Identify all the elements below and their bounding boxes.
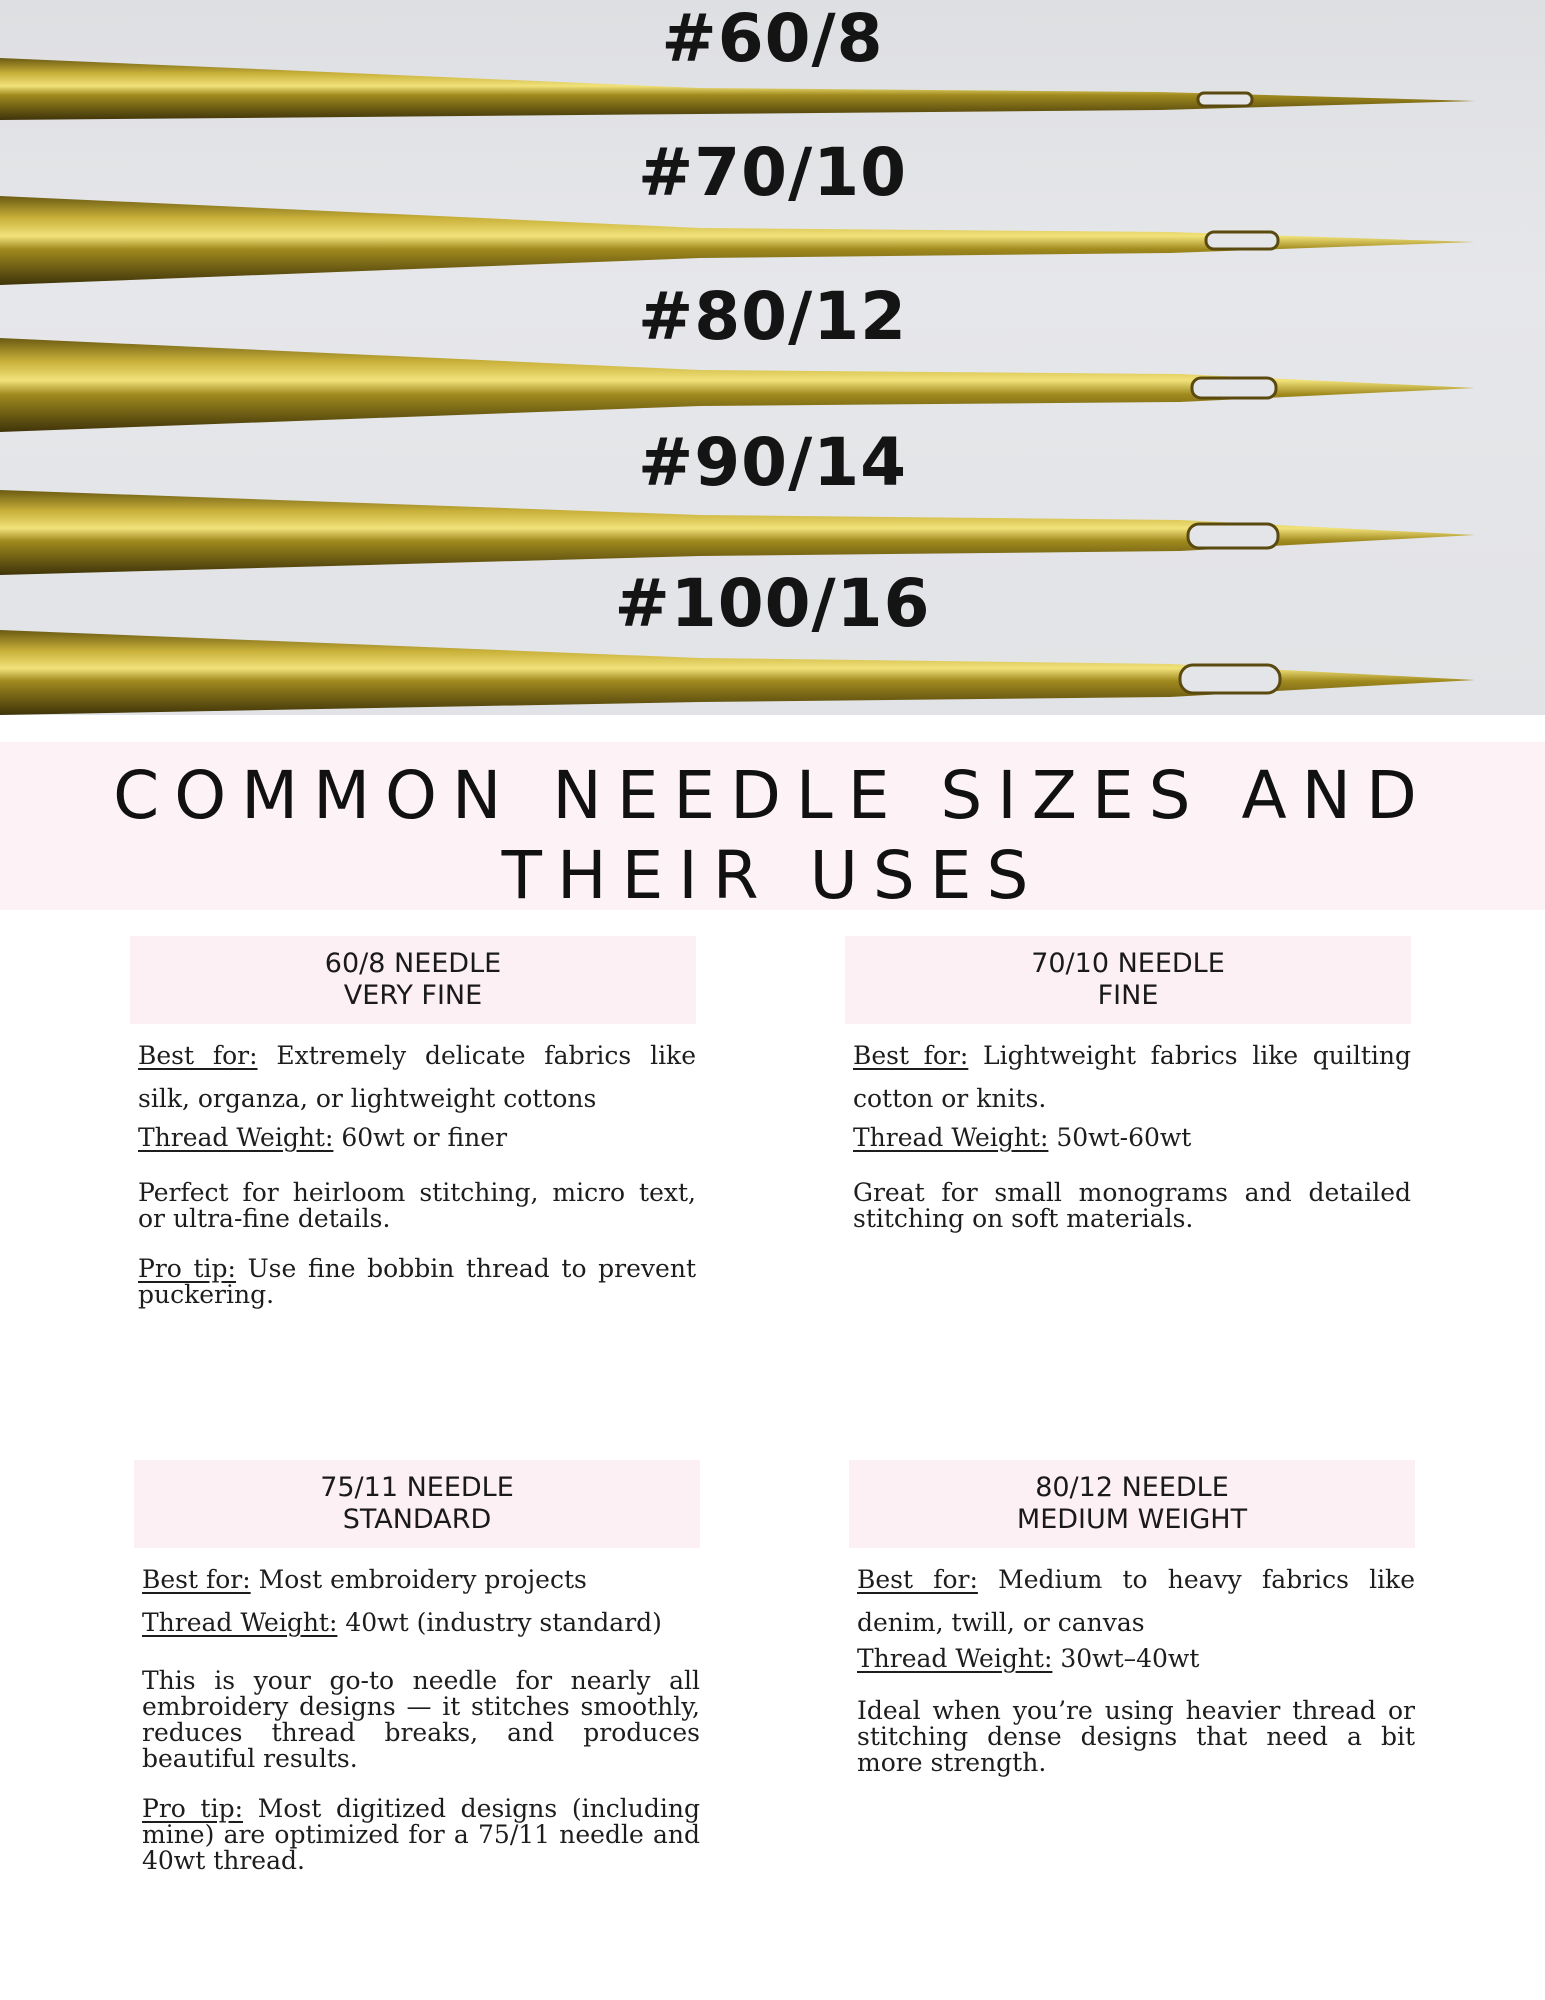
- needle-size-label: #90/14: [637, 424, 908, 501]
- card-grade: MEDIUM WEIGHT: [1016, 1504, 1248, 1535]
- thread-weight-text: 30wt–40wt: [1060, 1644, 1200, 1673]
- thread-weight-label: Thread Weight:: [853, 1123, 1049, 1152]
- card-grade: STANDARD: [342, 1504, 492, 1535]
- card-size: 75/11 NEEDLE: [320, 1472, 514, 1503]
- best-for: [857, 1558, 1415, 1644]
- thread-weight: [857, 1644, 1415, 1674]
- needle-size-label: #70/10: [637, 134, 908, 211]
- page-title: [0, 742, 1545, 916]
- best-for-label: Best for:: [138, 1041, 258, 1070]
- card-body: [845, 1024, 1411, 1232]
- needle-90-14: [0, 490, 1475, 575]
- thread-weight-text: 60wt or finer: [341, 1123, 508, 1152]
- best-for-text: Extremely delicate fabrics like silk, organza, or lightweight cottons: [138, 1041, 697, 1113]
- card-header: [130, 936, 696, 1024]
- card-size: 60/8 NEEDLE: [324, 948, 502, 979]
- card-body: [130, 1024, 696, 1308]
- thread-weight-label: Thread Weight:: [142, 1608, 338, 1637]
- card-description: Ideal when you’re using heavier thread or stitching dense designs that need a bit more strength.: [857, 1696, 1415, 1777]
- pro-tip-label: Pro tip:: [138, 1254, 236, 1283]
- needle-size-label: #100/16: [614, 565, 931, 642]
- card-size: 80/12 NEEDLE: [1035, 1472, 1229, 1503]
- best-for: [138, 1034, 696, 1120]
- card-description: Great for small monograms and detailed stitching on soft materials.: [853, 1178, 1411, 1233]
- card-description: Perfect for heirloom stitching, micro text, or ultra-fine details.: [138, 1178, 696, 1233]
- needle-card-70-10: [845, 936, 1411, 1232]
- best-for-text: Medium to heavy fabrics like denim, twill, or canvas: [857, 1565, 1416, 1637]
- title-band: [0, 742, 1545, 914]
- needle-100-16: [0, 630, 1475, 715]
- thread-weight-text: 40wt (industry standard): [345, 1608, 662, 1637]
- best-for-label: Best for:: [142, 1565, 251, 1594]
- pro-tip-label: Pro tip:: [142, 1794, 243, 1823]
- best-for-label: Best for:: [857, 1565, 978, 1594]
- pro-tip: [138, 1256, 696, 1308]
- card-grade: FINE: [1097, 980, 1159, 1011]
- thread-weight-label: Thread Weight:: [857, 1644, 1053, 1673]
- best-for: [142, 1558, 700, 1601]
- card-size: 70/10 NEEDLE: [1031, 948, 1225, 979]
- title-line-1: COMMON NEEDLE SIZES AND: [113, 757, 1432, 834]
- thread-weight-text: 50wt-60wt: [1056, 1123, 1192, 1152]
- best-for: [853, 1034, 1411, 1120]
- needle-photo: [0, 0, 1545, 715]
- card-header: [849, 1460, 1415, 1548]
- needle-card-75-11: [134, 1460, 700, 1874]
- needle-size-label: #60/8: [661, 0, 884, 77]
- thread-weight: [853, 1120, 1411, 1156]
- card-body: [134, 1548, 700, 1874]
- needle-size-label: #80/12: [637, 278, 908, 355]
- card-header: [134, 1460, 700, 1548]
- pro-tip-text: Use fine bobbin thread to prevent puckering.: [138, 1254, 696, 1309]
- best-for-label: Best for:: [853, 1041, 969, 1070]
- card-description: This is your go-to needle for nearly all embroidery designs — it stitches smoothly, reduces thread breaks, and produces beautiful results.: [142, 1666, 700, 1773]
- card-grade: VERY FINE: [343, 980, 483, 1011]
- needle-card-80-12: [849, 1460, 1415, 1776]
- card-header: [845, 936, 1411, 1024]
- best-for-text: Lightweight fabrics like quilting cotton or knits.: [853, 1041, 1412, 1113]
- pro-tip: [142, 1796, 700, 1874]
- needle-card-60-8: [130, 936, 696, 1308]
- pro-tip-text: Most digitized designs (including mine) are optimized for a 75/11 needle and 40wt thread.: [142, 1794, 700, 1875]
- thread-weight: [138, 1120, 696, 1156]
- best-for-text: Most embroidery projects: [258, 1565, 587, 1594]
- thread-weight-label: Thread Weight:: [138, 1123, 334, 1152]
- thread-weight: [142, 1601, 700, 1644]
- title-line-2: THEIR USES: [501, 837, 1044, 914]
- card-body: [849, 1548, 1415, 1776]
